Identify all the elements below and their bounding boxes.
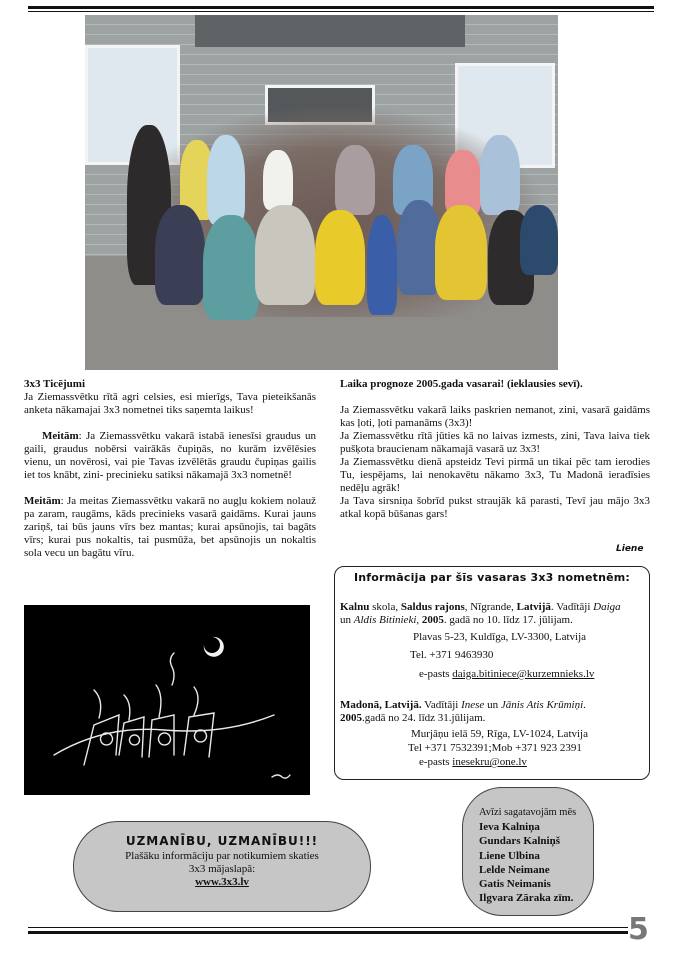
camp2-email: e-pasts inesekru@one.lv bbox=[419, 756, 527, 768]
top-rule-thick bbox=[28, 6, 654, 9]
camp2-dates: 2005.gadā no 24. līdz 31.jūlijam. bbox=[340, 712, 486, 724]
beliefs-paragraph-3: Meitām: Ja meitas Ziemassvētku vakarā no augļu kokiem nolauž pa zaram, raugāms, kāds precinieks vasarā gaidāms. Kurai jauns zariņš, tai būs jauns vīrs bez mantas; kurai apsūnojis, tai bagāts vīrs; kurai pus nokaltis, tai pusmūža, bet apsūnojis un nokaltis sola vecu un bagātu vīru. bbox=[24, 495, 316, 559]
editors-label: Avīzi sagatavojām mēs bbox=[479, 807, 577, 818]
website-link[interactable]: www.3x3.lv bbox=[195, 876, 249, 888]
author-signature: Liene bbox=[616, 544, 644, 554]
forecast-paragraph-1: Ja Ziemassvētku vakarā laiks paskrien nemanot, zini, vasarā gaidāms kas ļoti, ļoti pamanāms (3x3)! bbox=[340, 404, 650, 429]
editor-name: Lelde Neimane bbox=[479, 863, 550, 876]
top-rule-thin bbox=[28, 11, 654, 12]
forecast-paragraph-4: Ja Tava sirsniņa šobrīd pukst straujāk kā parasti, Tevī jau mājo 3x3 atkal kopā būšanas gars! bbox=[340, 495, 650, 520]
gnomes-illustration bbox=[24, 605, 310, 795]
camp2-address: Murjāņu ielā 59, Rīga, LV-1024, Latvija bbox=[411, 728, 588, 740]
camp-info-box bbox=[334, 566, 650, 780]
camp2-email-link[interactable]: inesekru@one.lv bbox=[452, 756, 527, 768]
beliefs-column bbox=[24, 378, 316, 573]
info-heading: Informācija par šīs vasaras 3x3 nometnēm: bbox=[353, 571, 631, 584]
camp1-email-link[interactable]: daiga.bitiniece@kurzemnieks.lv bbox=[452, 668, 595, 680]
paragraph-label: Meitām bbox=[24, 495, 61, 507]
beliefs-paragraph-1: Ja Ziemassvētku rītā agri celsies, esi mierīgs, Tava pieteikšanās anketa nākamajai 3x3 nometnei tiks saņemta laikus! bbox=[24, 391, 316, 416]
page-number: 5 bbox=[628, 912, 648, 947]
beliefs-title: 3x3 Ticējumi bbox=[24, 378, 86, 390]
paragraph-label: Meitām bbox=[42, 430, 79, 442]
editor-name: Ieva Kalniņa bbox=[479, 821, 540, 834]
attention-line-2: 3x3 mājaslapā: bbox=[188, 863, 256, 875]
camp1-phone: Tel. +371 9463930 bbox=[410, 649, 494, 661]
editor-name: Gatis Neimanis bbox=[479, 878, 551, 891]
editors-box bbox=[462, 787, 594, 916]
camp2-location: Madonā, Latvijā. Vadītāji Inese un Jānis Atis Krūmiņi. bbox=[340, 699, 586, 711]
camp1-leaders: un Aldis Bitinieki, 2005. gadā no 10. līdz 17. jūlijam. bbox=[340, 614, 573, 626]
editor-name: Ilgvara Zāraka zīm. bbox=[479, 892, 574, 905]
forecast-paragraph-3: Ja Ziemassvētku dienā apsteidz Tevi pirmā un tikai pēc tam ierodies Tu, iespējams, lai nenokavētu nākamo 3x3, Tu Madonā ieradīsies nedēļu agrāk! bbox=[340, 456, 650, 494]
group-photo bbox=[85, 15, 558, 370]
bottom-rule-thin bbox=[28, 927, 628, 928]
forecast-column bbox=[340, 378, 650, 521]
editor-name: Liene Ulbina bbox=[479, 849, 540, 862]
camp1-address: Plavas 5-23, Kuldīga, LV-3300, Latvija bbox=[413, 631, 587, 643]
beliefs-paragraph-2: Meitām: Ja Ziemassvētku vakarā istabā ienesīsi graudus un gaili, graudus nobērsi vairākās čupiņās, no kurām izvēlēsies vienu, un novērosi, vai pie Tavas izvēlētās graudu čupiņas gailis iet tos knābt, zini- precinieku satiksi nākamajā 3x3 nometnē! bbox=[24, 430, 316, 481]
editor-name: Gundars Kalniņš bbox=[479, 835, 561, 848]
forecast-paragraph-2: Ja Ziemassvētku rītā jūties kā no laivas izmests, zini, Tava laiva tiek pušķota braucienam nākamajā vasarā uz 3x3! bbox=[340, 430, 650, 455]
attention-line-1: Plašāku informāciju par notikumiem skaties bbox=[125, 850, 319, 862]
attention-notice bbox=[73, 821, 371, 912]
camp1-email: e-pasts daiga.bitiniece@kurzemnieks.lv bbox=[419, 668, 595, 680]
attention-title: UZMANĪBU, UZMANĪBU!!! bbox=[125, 834, 319, 848]
bottom-rule-thick bbox=[28, 931, 628, 934]
camp1-location: Kalnu skola, Saldus rajons, Nīgrande, Latvijā. Vadītāji Daiga bbox=[340, 601, 621, 613]
gnomes-drawing bbox=[24, 605, 310, 795]
camp2-phone: Tel +371 7532391;Mob +371 923 2391 bbox=[408, 742, 582, 754]
forecast-title: Laika prognoze 2005.gada vasarai! (ieklausies sevī). bbox=[340, 378, 583, 390]
